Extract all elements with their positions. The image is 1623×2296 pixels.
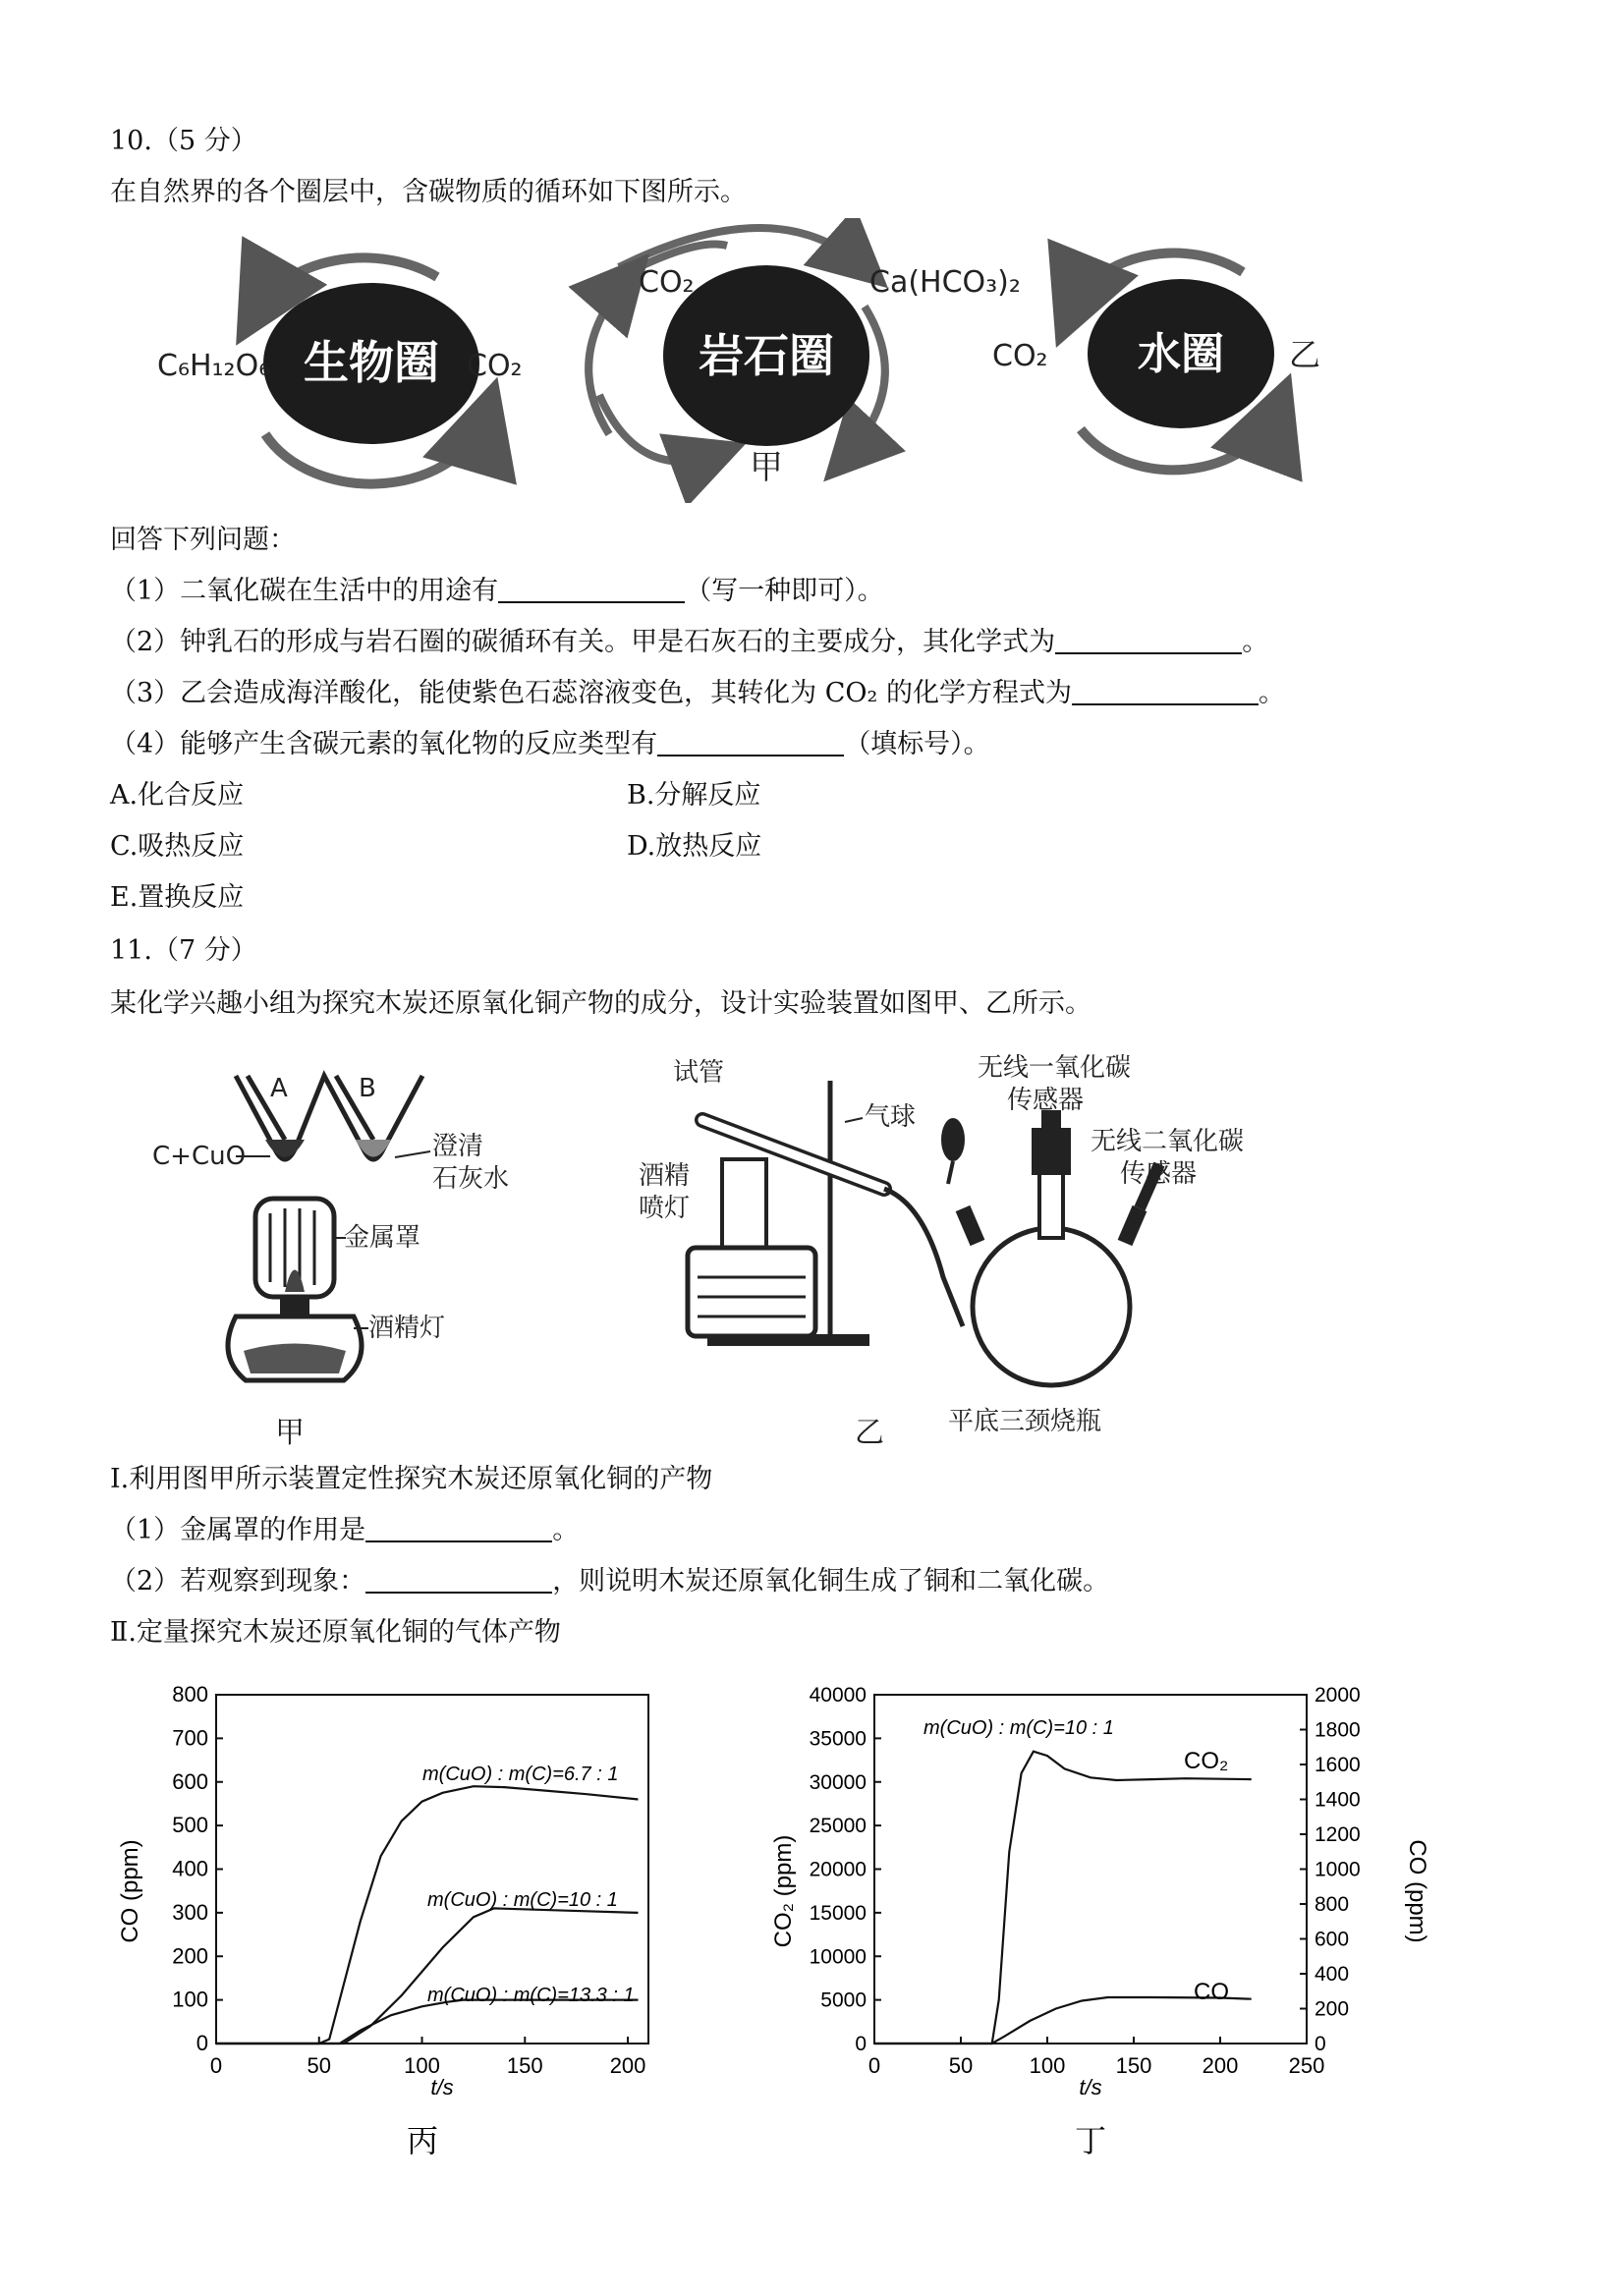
arm-b-label: B [359, 1074, 376, 1103]
x-tick-label: 0 [867, 2053, 881, 2078]
q11-intro: 某化学兴趣小组为探究木炭还原氧化铜产物的成分，设计实验装置如图甲、乙所示。 [110, 988, 1091, 1019]
q10-sub2-text: （2）钟乳石的形成与岩石圈的碳循环有关。甲是石灰石的主要成分，其化学式为 [110, 627, 1056, 657]
q11-sub2-rest: ，则说明木炭还原氧化铜生成了铜和二氧化碳。 [552, 1566, 1110, 1596]
right-y-tick-label: 400 [1315, 1963, 1350, 1986]
q11-part1: I.利用图甲所示装置定性探究木炭还原氧化铜的产物 [110, 1464, 713, 1494]
y-tick-label: 100 [172, 1987, 208, 2012]
series-label-3: m(CuO) : m(C)=13.3 : 1 [427, 1985, 635, 2006]
jia-label: 甲 [750, 448, 783, 487]
w-shaped-tube [236, 1076, 422, 1159]
q10-sub2 [110, 625, 1268, 660]
series-label-2: m(CuO) : m(C)=10 : 1 [427, 1889, 618, 1911]
left-y-tick-label: 15000 [809, 1901, 867, 1925]
option-e: E.置换反应 [110, 882, 245, 913]
lithosphere-cycle [588, 228, 1021, 487]
co-sensor-label-2: 传感器 [1007, 1086, 1085, 1115]
flask-label: 平底三颈烧瓶 [948, 1407, 1102, 1436]
q10-sub2-end: 。 [1242, 627, 1269, 657]
co2-sensor-label-1: 无线二氧化碳 [1091, 1127, 1245, 1156]
left-y-tick-label: 35000 [809, 1727, 867, 1751]
left-y-tick-label: 20000 [809, 1858, 867, 1881]
left-y-tick-label: 10000 [809, 1945, 867, 1969]
x-tick-label: 100 [404, 2053, 440, 2078]
apparatus-yi-figure [629, 1041, 1297, 1454]
three-neck-flask [973, 1228, 1130, 1385]
left-y-tick-label: 30000 [809, 1770, 867, 1794]
q10-sub1 [110, 574, 884, 609]
option-b: B.分解反应 [627, 780, 761, 811]
q11-header: 11.（7 分） [110, 935, 257, 966]
right-y-tick-label: 800 [1315, 1893, 1350, 1916]
left-y-tick-label: 0 [855, 2033, 867, 2055]
x-axis-label: t/s [1079, 2075, 1102, 2100]
y-axis-label: CO (ppm) [117, 1839, 143, 1943]
q11-part2: Ⅱ.定量探究木炭还原氧化铜的气体产物 [110, 1617, 561, 1648]
answer-blank[interactable] [498, 576, 685, 603]
series-label-1: CO₂ [1184, 1748, 1229, 1774]
co-sensor [1032, 1128, 1071, 1175]
right-y-tick-label: 600 [1315, 1928, 1350, 1951]
answer-blank[interactable] [365, 1566, 552, 1594]
left-y-tick-label: 40000 [809, 1684, 867, 1707]
y-tick-label: 700 [172, 1725, 208, 1751]
carbon-cycle-figure [138, 218, 1415, 503]
left-y-tick-label: 5000 [820, 1988, 867, 2012]
y-tick-label: 400 [172, 1856, 208, 1881]
right-y-tick-label: 1600 [1315, 1754, 1361, 1776]
answer-blank[interactable] [365, 1515, 552, 1542]
x-tick-label: 50 [307, 2053, 332, 2078]
series-label-2: CO [1194, 1979, 1229, 2005]
q10-intro: 在自然界的各个圈层中，含碳物质的循环如下图所示。 [110, 177, 747, 207]
answer-blank[interactable] [1055, 627, 1242, 654]
water-co2-label: CO₂ [992, 339, 1048, 373]
q10-sub3 [110, 676, 1285, 711]
reactant-label: C+CuO [152, 1142, 247, 1171]
arm-a-label: A [270, 1074, 288, 1103]
y-tick-label: 300 [172, 1899, 208, 1925]
right-y-tick-label: 0 [1315, 2033, 1326, 2055]
chart-ding [747, 1670, 1493, 2161]
q11-sub1-text: （1）金属罩的作用是 [110, 1515, 366, 1545]
co-sensor-label-1: 无线一氧化碳 [978, 1053, 1132, 1083]
series-label-1: m(CuO) : m(C)=6.7 : 1 [422, 1764, 619, 1785]
test-tube-label: 试管 [673, 1058, 725, 1088]
biosphere-label: 生物圈 [304, 336, 439, 389]
fig-yi-caption: 乙 [855, 1416, 884, 1450]
bio-co2-label: CO₂ [467, 349, 523, 383]
x-tick-label: 150 [1115, 2053, 1152, 2078]
x-tick-label: 100 [1029, 2053, 1066, 2078]
series-line-3 [216, 2000, 639, 2044]
q10-prompt: 回答下列问题： [110, 525, 296, 555]
alcohol-blast-burner [722, 1159, 766, 1248]
q10-header: 10.（5 分） [110, 126, 257, 156]
co2-sensor-label-2: 传感器 [1120, 1159, 1198, 1189]
hydrosphere-label: 水圈 [1138, 329, 1224, 379]
x-tick-label: 200 [1202, 2053, 1239, 2078]
x-tick-label: 0 [209, 2053, 223, 2078]
right-y-tick-label: 1400 [1315, 1788, 1361, 1812]
x-tick-label: 150 [506, 2053, 543, 2078]
apparatus-jia-figure [138, 1041, 570, 1454]
x-tick-label: 250 [1288, 2053, 1325, 2078]
right-y-axis-label: CO (ppm) [1404, 1839, 1430, 1943]
ratio-annotation: m(CuO) : m(C)=10 : 1 [923, 1717, 1114, 1739]
hydrosphere-cycle [992, 253, 1320, 471]
x-tick-label: 200 [609, 2053, 646, 2078]
balloon-label: 气球 [865, 1102, 917, 1132]
lamp-label: 酒精灯 [368, 1314, 446, 1343]
q11-sub2 [110, 1564, 1109, 1599]
right-y-tick-label: 1800 [1315, 1718, 1361, 1742]
limewater-label-2: 石灰水 [432, 1164, 510, 1194]
rock-co2-label: CO₂ [639, 265, 695, 300]
biosphere-cycle [157, 257, 523, 483]
burner-label-1: 酒精 [639, 1161, 691, 1191]
q11-sub1 [110, 1513, 579, 1548]
q10-sub1-hint: （写一种即可）。 [685, 576, 884, 606]
right-y-tick-label: 1000 [1315, 1858, 1361, 1881]
option-a: A.化合反应 [110, 780, 245, 811]
right-y-tick-label: 200 [1315, 1997, 1350, 2021]
chart-bing [98, 1670, 707, 2161]
y-tick-label: 200 [172, 1943, 208, 1969]
chart-caption: 丙 [406, 2123, 439, 2158]
q10-sub3-text: （3）乙会造成海洋酸化，能使紫色石蕊溶液变色，其转化为 CO₂ 的化学方程式为 [110, 678, 1072, 708]
lithosphere-label: 岩石圈 [699, 329, 834, 382]
plot-frame [874, 1695, 1307, 2044]
answer-blank[interactable] [657, 729, 844, 756]
q10-sub3-end: 。 [1258, 678, 1285, 708]
answer-blank[interactable] [1072, 678, 1259, 705]
y-tick-label: 500 [172, 1813, 208, 1838]
limewater-label-1: 澄清 [432, 1132, 484, 1161]
option-c: C.吸热反应 [110, 831, 245, 862]
right-y-tick-label: 1200 [1315, 1823, 1361, 1846]
right-y-tick-label: 2000 [1315, 1684, 1361, 1707]
option-d: D.放热反应 [627, 831, 762, 862]
y-tick-label: 800 [172, 1682, 208, 1707]
q10-sub4-hint: （填标号）。 [844, 729, 990, 759]
series-line-2 [216, 1908, 639, 2044]
y-tick-label: 0 [196, 2031, 208, 2055]
fig-jia-caption: 甲 [275, 1416, 305, 1450]
cover-label: 金属罩 [344, 1223, 421, 1253]
q10-sub4-text: （4）能够产生含碳元素的氧化物的反应类型有 [110, 729, 658, 759]
balloon [941, 1118, 965, 1161]
x-axis-label: t/s [430, 2075, 454, 2100]
burner-label-2: 喷灯 [639, 1194, 691, 1223]
q11-sub1-end: 。 [552, 1515, 580, 1545]
yi-label: 乙 [1289, 336, 1321, 373]
glucose-label: C₆H₁₂O₆ [157, 349, 271, 383]
q11-sub2-text: （2）若观察到现象： [110, 1566, 366, 1596]
chart-caption: 丁 [1074, 2123, 1107, 2158]
left-y-axis-label: CO₂ (ppm) [770, 1834, 797, 1948]
x-tick-label: 50 [948, 2053, 974, 2078]
q10-sub4 [110, 727, 990, 762]
q10-sub1-text: （1）二氧化碳在生活中的用途有 [110, 576, 499, 606]
left-y-tick-label: 25000 [809, 1815, 867, 1838]
y-tick-label: 600 [172, 1768, 208, 1794]
calcium-bicarbonate-label: Ca(HCO₃)₂ [869, 265, 1021, 300]
